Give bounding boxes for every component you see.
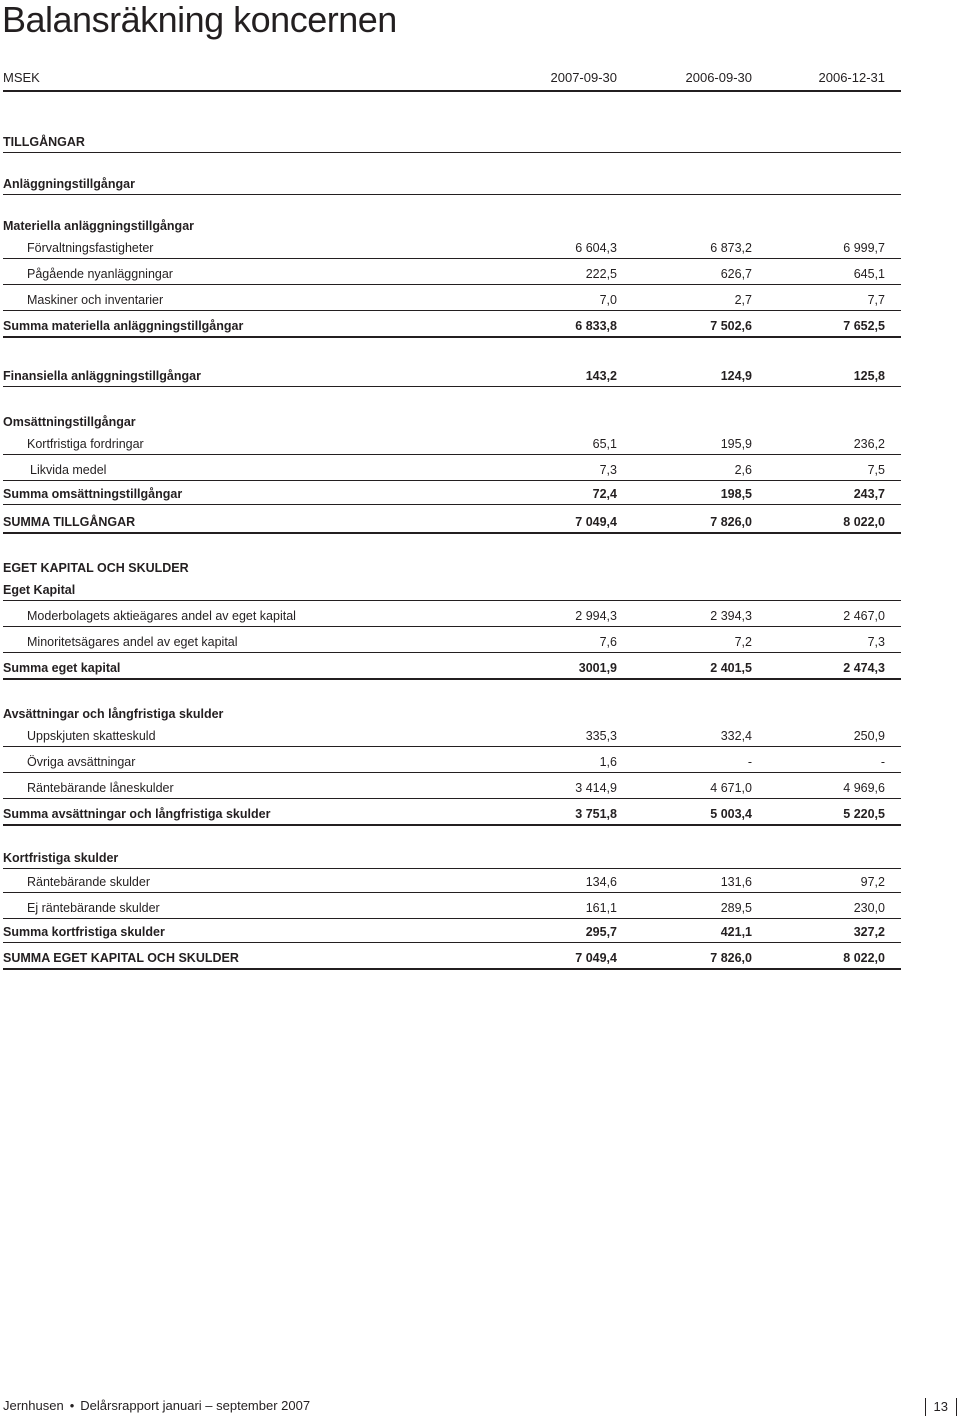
subtotal-row [3, 920, 901, 943]
row-label: Likvida medel [30, 463, 107, 477]
subsection-heading [3, 702, 901, 724]
value-2006-09-30: 626,7 [720, 267, 752, 281]
value-2007-09-30: 7,3 [599, 463, 617, 477]
subsection-heading [3, 214, 901, 236]
row-label: Minoritetsägares andel av eget kapital [27, 635, 238, 649]
row-label: Räntebärande skulder [27, 875, 150, 889]
section-heading [3, 556, 901, 578]
value-2006-09-30: 7 826,0 [710, 951, 752, 965]
value-2006-12-31: 7 652,5 [843, 319, 885, 333]
column-header-2007-09-30: 2007-09-30 [550, 70, 617, 85]
table-row [3, 458, 901, 481]
value-2006-12-31: 236,2 [853, 437, 885, 451]
total-row [3, 508, 901, 534]
value-2006-12-31: 2 474,3 [843, 661, 885, 675]
subsection-heading [3, 846, 901, 869]
value-2006-12-31: 230,0 [853, 901, 885, 915]
value-2006-09-30: 421,1 [720, 925, 752, 939]
value-2006-12-31: 7,7 [867, 293, 885, 307]
table-row [3, 236, 901, 259]
table-row [3, 262, 901, 285]
value-2007-09-30: 7,6 [599, 635, 617, 649]
row-label: Summa omsättningstillgångar [3, 487, 183, 501]
column-header-2006-09-30: 2006-09-30 [685, 70, 752, 85]
value-2007-09-30: 222,5 [585, 267, 617, 281]
row-label: Materiella anläggningstillgångar [3, 219, 195, 233]
value-2007-09-30: 7 049,4 [575, 951, 617, 965]
value-2006-09-30: 131,6 [720, 875, 752, 889]
column-header-row [3, 68, 901, 92]
value-2007-09-30: 3 751,8 [575, 807, 617, 821]
value-2007-09-30: 335,3 [585, 729, 617, 743]
row-label: SUMMA EGET KAPITAL OCH SKULDER [3, 951, 239, 965]
row-label: Maskiner och inventarier [27, 293, 164, 307]
subsection-heading [3, 410, 901, 432]
value-2006-09-30: 7 826,0 [710, 515, 752, 529]
table-row [3, 896, 901, 919]
value-2006-09-30: 5 003,4 [710, 807, 752, 821]
total-row [3, 944, 901, 970]
row-label: Kortfristiga skulder [3, 851, 119, 865]
page-title: Balansräkning koncernen [2, 0, 397, 40]
row-label: Moderbolagets aktieägares andel av eget kapital [27, 609, 296, 623]
subtotal-row [3, 312, 901, 338]
table-row [3, 604, 901, 627]
column-header-2006-12-31: 2006-12-31 [818, 70, 885, 85]
value-2006-12-31: 327,2 [853, 925, 885, 939]
row-label: Anläggningstillgångar [3, 177, 135, 191]
row-label: Summa avsättningar och långfristiga skulder [3, 807, 271, 821]
value-2006-09-30: 2 394,3 [710, 609, 752, 623]
value-2007-09-30: 134,6 [585, 875, 617, 889]
row-label: Avsättningar och långfristiga skulder [3, 707, 224, 721]
value-2006-12-31: 7,5 [867, 463, 885, 477]
row-label: SUMMA TILLGÅNGAR [3, 515, 136, 529]
value-2006-12-31: 125,8 [853, 369, 885, 383]
row-label: Uppskjuten skatteskuld [27, 729, 156, 743]
value-2006-09-30: - [747, 755, 752, 769]
value-2007-09-30: 72,4 [592, 487, 617, 501]
row-label: Räntebärande låneskulder [27, 781, 174, 795]
row-label: EGET KAPITAL OCH SKULDER [3, 561, 189, 575]
row-label: Ej räntebärande skulder [27, 901, 160, 915]
value-2006-12-31: 8 022,0 [843, 951, 885, 965]
row-label: Övriga avsättningar [27, 755, 136, 769]
row-label: Kortfristiga fordringar [27, 437, 144, 451]
value-2006-12-31: 8 022,0 [843, 515, 885, 529]
value-2007-09-30: 6 833,8 [575, 319, 617, 333]
value-2006-09-30: 7 502,6 [710, 319, 752, 333]
section-heading [3, 128, 901, 153]
value-2006-12-31: - [880, 755, 885, 769]
subtotal-row [3, 654, 901, 680]
value-2007-09-30: 6 604,3 [575, 241, 617, 255]
value-2007-09-30: 295,7 [585, 925, 617, 939]
table-row [3, 288, 901, 311]
value-2006-09-30: 7,2 [734, 635, 752, 649]
value-2007-09-30: 143,2 [585, 369, 617, 383]
value-2007-09-30: 3001,9 [578, 661, 617, 675]
footer [3, 1398, 310, 1413]
row-label: Summa kortfristiga skulder [3, 925, 165, 939]
value-2006-09-30: 4 671,0 [710, 781, 752, 795]
value-2007-09-30: 2 994,3 [575, 609, 617, 623]
value-2006-09-30: 332,4 [720, 729, 752, 743]
value-2006-09-30: 124,9 [720, 369, 752, 383]
value-2006-09-30: 195,9 [720, 437, 752, 451]
value-2006-12-31: 5 220,5 [843, 807, 885, 821]
value-2006-09-30: 289,5 [720, 901, 752, 915]
table-row [3, 776, 901, 799]
value-2006-12-31: 6 999,7 [843, 241, 885, 255]
row-label: Summa eget kapital [3, 661, 121, 675]
row-label: Eget Kapital [3, 583, 76, 597]
footer-company: Jernhusen [3, 1398, 64, 1413]
unit-label: MSEK [3, 70, 40, 85]
value-2006-09-30: 198,5 [720, 487, 752, 501]
subtotal-row [3, 362, 901, 387]
value-2007-09-30: 161,1 [585, 901, 617, 915]
table-row [3, 630, 901, 653]
value-2006-12-31: 645,1 [853, 267, 885, 281]
table-row [3, 750, 901, 773]
footer-report-title: Delårsrapport januari – september 2007 [80, 1398, 311, 1413]
value-2007-09-30: 7 049,4 [575, 515, 617, 529]
subsection-heading [3, 578, 901, 601]
row-label: TILLGÅNGAR [3, 135, 85, 149]
subtotal-row [3, 482, 901, 505]
row-label: Förvaltningsfastigheter [27, 241, 154, 255]
table-row [3, 870, 901, 893]
value-2006-12-31: 250,9 [853, 729, 885, 743]
value-2007-09-30: 3 414,9 [575, 781, 617, 795]
row-label: Pågående nyanläggningar [27, 267, 173, 281]
value-2006-09-30: 6 873,2 [710, 241, 752, 255]
row-label: Finansiella anläggningstillgångar [3, 369, 201, 383]
value-2007-09-30: 1,6 [599, 755, 617, 769]
value-2006-12-31: 97,2 [860, 875, 885, 889]
value-2006-09-30: 2,7 [734, 293, 752, 307]
value-2007-09-30: 65,1 [592, 437, 617, 451]
value-2006-12-31: 243,7 [853, 487, 885, 501]
value-2006-12-31: 2 467,0 [843, 609, 885, 623]
row-label: Omsättningstillgångar [3, 415, 136, 429]
footer-separator: • [69, 1398, 75, 1413]
row-label: Summa materiella anläggningstillgångar [3, 319, 244, 333]
value-2006-12-31: 7,3 [867, 635, 885, 649]
page-number: 13 [925, 1398, 957, 1416]
value-2006-09-30: 2,6 [734, 463, 752, 477]
value-2006-09-30: 2 401,5 [710, 661, 752, 675]
table-row [3, 724, 901, 747]
subtotal-row [3, 800, 901, 826]
value-2006-12-31: 4 969,6 [843, 781, 885, 795]
table-row [3, 432, 901, 455]
value-2007-09-30: 7,0 [599, 293, 617, 307]
section-heading [3, 170, 901, 195]
